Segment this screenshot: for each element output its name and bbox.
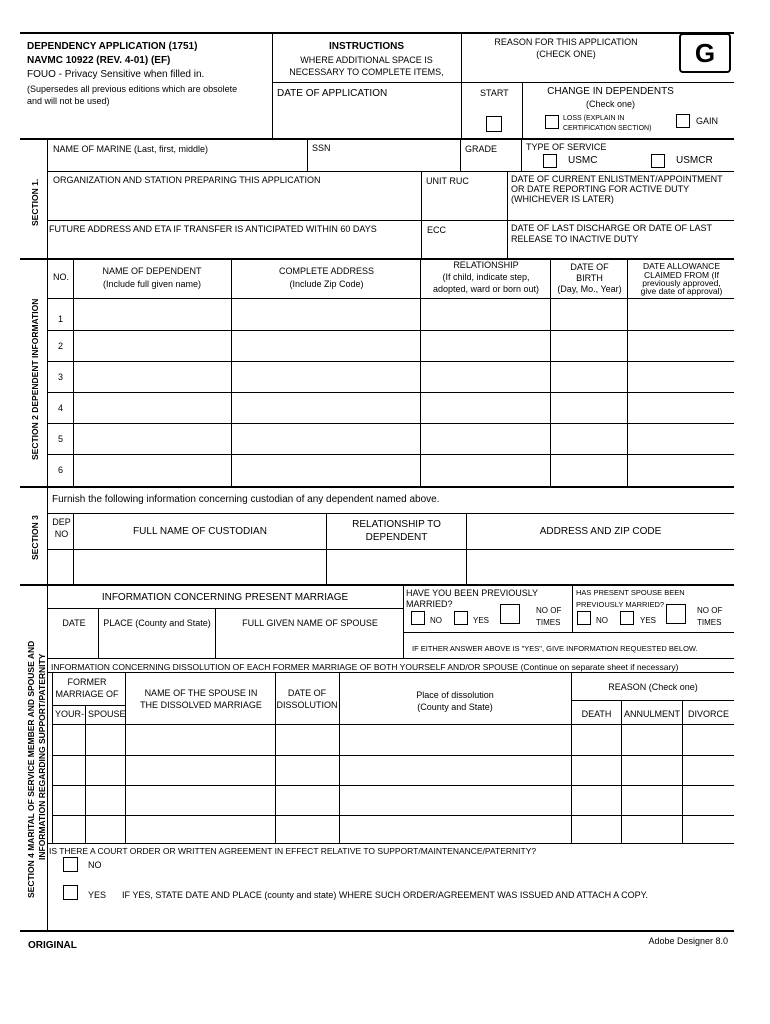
col-allowance-header-4: give date of approval) xyxy=(640,286,723,296)
divider xyxy=(461,33,462,138)
discharge-label-1: DATE OF LAST DISCHARGE OR DATE OF LAST xyxy=(511,223,713,233)
enlistment-label-3: (WHICHEVER IS LATER) xyxy=(511,194,614,204)
previously-married-no-label: NO xyxy=(430,616,442,625)
col-no-header: NO. xyxy=(53,272,70,282)
annulment-header: ANNULMENT xyxy=(623,709,680,719)
usmc-checkbox[interactable] xyxy=(543,154,557,168)
divider xyxy=(231,259,232,487)
reason-label-2: (CHECK ONE) xyxy=(536,49,596,59)
col-relationship-header-3: adopted, ward or born out) xyxy=(432,284,540,294)
divider xyxy=(272,33,273,138)
divider xyxy=(20,584,734,586)
grade-field[interactable] xyxy=(462,156,520,172)
court-order-no-label: NO xyxy=(88,860,102,870)
times-married-box[interactable] xyxy=(500,604,520,624)
supersedes-line-1: (Supersedes all previous editions which are obsolete xyxy=(27,84,238,94)
form-letter-box: G xyxy=(679,33,731,73)
loss-label-2: CERTIFICATION SECTION) xyxy=(563,125,652,132)
spouse-previously-married-no-label: NO xyxy=(596,616,608,625)
divorce-header: DIVORCE xyxy=(687,709,729,719)
unit-ruc-field[interactable] xyxy=(423,188,505,218)
section-3-label: SECTION 3 xyxy=(30,515,40,560)
divider xyxy=(47,549,734,550)
form-title: DEPENDENCY APPLICATION (1751) xyxy=(27,41,198,52)
divider xyxy=(403,585,404,658)
divider xyxy=(627,259,628,487)
bottom-border xyxy=(20,930,734,932)
divider xyxy=(572,585,573,632)
dependent-row-3-fields[interactable] xyxy=(75,362,730,392)
dissolution-row-1-fields[interactable] xyxy=(50,726,730,754)
if-either-note: IF EITHER ANSWER ABOVE IS "YES", GIVE INFORMATION REQUESTED BELOW. xyxy=(412,644,698,653)
dependent-row-number: 1 xyxy=(58,314,64,324)
court-order-yes-label: YES xyxy=(88,890,107,900)
court-order-question: IS THERE A COURT ORDER OR WRITTEN AGREEMENT IN EFFECT RELATIVE TO SUPPORT/MAINTENANCE/PATERNITY? xyxy=(49,846,537,856)
divider xyxy=(47,392,734,393)
custodian-relationship-header-1: RELATIONSHIP TO xyxy=(352,519,441,530)
former-marriage-header-1: FORMER xyxy=(67,677,107,687)
grade-label: GRADE xyxy=(465,144,498,154)
custodian-name-header: FULL NAME OF CUSTODIAN xyxy=(133,526,267,537)
gain-label: GAIN xyxy=(696,116,719,126)
section-4-label-1: SECTION 4 MARITAL OF SERVICE MEMBER AND SPOUSE AND xyxy=(26,640,36,898)
col-dob-header-2: BIRTH xyxy=(576,273,603,283)
dependent-row-5-fields[interactable] xyxy=(75,424,730,454)
marriage-place-header: PLACE (County and State) xyxy=(103,618,211,628)
enlistment-label-2: OR DATE REPORTING FOR ACTIVE DUTY xyxy=(511,184,690,194)
organization-field[interactable] xyxy=(50,188,420,218)
divider xyxy=(47,171,734,172)
ssn-field[interactable] xyxy=(309,156,459,172)
enlistment-label-1: DATE OF CURRENT ENLISTMENT/APPOINTMENT xyxy=(511,174,723,184)
divider xyxy=(507,171,508,258)
col-address-header-1: COMPLETE ADDRESS xyxy=(278,266,375,276)
death-header: DEATH xyxy=(581,709,612,719)
usmcr-label: USMCR xyxy=(676,155,713,166)
divider xyxy=(682,700,683,843)
dependent-row-number: 3 xyxy=(58,372,64,382)
dependent-row-number: 6 xyxy=(58,465,64,475)
divider xyxy=(307,139,308,171)
divider xyxy=(420,259,421,487)
spouse-previously-married-yes-label: YES xyxy=(640,616,657,625)
court-order-no-checkbox[interactable] xyxy=(63,857,78,872)
divider xyxy=(47,220,734,221)
present-marriage-header: INFORMATION CONCERNING PRESENT MARRIAGE xyxy=(101,592,349,603)
divider xyxy=(460,139,461,171)
divider xyxy=(571,700,734,701)
original-label: ORIGINAL xyxy=(28,940,77,951)
divider xyxy=(47,298,734,299)
unit-ruc-label: UNIT RUC xyxy=(426,176,469,186)
spouse-header: SPOUSE xyxy=(88,709,126,719)
divider xyxy=(47,658,734,659)
custodian-address-header: ADDRESS AND ZIP CODE xyxy=(539,526,662,537)
divider xyxy=(403,632,734,633)
divider xyxy=(47,843,734,844)
present-marriage-fields[interactable] xyxy=(50,632,402,658)
divider xyxy=(52,705,125,706)
supersedes-line-2: and will not be used) xyxy=(27,96,110,106)
spouse-previously-married-label-1: HAS PRESENT SPOUSE BEEN xyxy=(576,588,685,597)
section-1-label: SECTION 1. xyxy=(30,178,40,226)
dissolution-date-header-1: DATE OF xyxy=(287,688,327,698)
divider xyxy=(47,487,48,584)
previously-married-yes-checkbox[interactable] xyxy=(454,611,468,625)
start-label: START xyxy=(480,88,509,98)
divider xyxy=(73,259,74,487)
divider xyxy=(47,513,734,514)
dissolved-spouse-header-1: NAME OF THE SPOUSE IN xyxy=(144,688,258,698)
previously-married-label-1: HAVE YOU BEEN PREVIOUSLY xyxy=(406,588,539,598)
previously-married-yes-label: YES xyxy=(473,616,490,625)
form-number: NAVMC 10922 (REV. 4-01) (EF) xyxy=(27,55,171,66)
divider xyxy=(52,785,734,786)
dissolution-row-4-fields[interactable] xyxy=(50,816,730,843)
loss-checkbox[interactable] xyxy=(545,115,559,129)
dissolution-row-3-fields[interactable] xyxy=(50,786,730,814)
date-of-application-field[interactable] xyxy=(276,100,461,138)
instructions-line-2: NECESSARY TO COMPLETE ITEMS, xyxy=(289,67,444,77)
divider xyxy=(52,815,734,816)
divider xyxy=(621,700,622,843)
previously-married-no-checkbox[interactable] xyxy=(411,611,425,625)
section-4-label-2: INFORMATION REGARDING SUPPORT/PATERNITY xyxy=(37,653,47,860)
dependent-row-1-fields[interactable] xyxy=(75,300,730,330)
col-dob-header-3: (Day, Mo., Year) xyxy=(557,284,622,294)
former-marriage-header-2: MARRIAGE OF xyxy=(55,689,119,699)
divider xyxy=(550,259,551,487)
future-address-label: FUTURE ADDRESS AND ETA IF TRANSFER IS ANTICIPATED WITHIN 60 DAYS xyxy=(49,224,377,234)
divider xyxy=(47,423,734,424)
organization-label: ORGANIZATION AND STATION PREPARING THIS APPLICATION xyxy=(53,175,321,185)
spouse-previously-married-yes-checkbox[interactable] xyxy=(620,611,634,625)
court-order-yes-checkbox[interactable] xyxy=(63,885,78,900)
divider xyxy=(52,755,734,756)
name-of-marine-field[interactable] xyxy=(50,156,306,172)
spouse-previously-married-no-checkbox[interactable] xyxy=(577,611,591,625)
divider xyxy=(47,139,48,258)
divider xyxy=(522,82,523,138)
gain-checkbox[interactable] xyxy=(676,114,690,128)
ssn-label: SSN xyxy=(312,143,331,153)
divider xyxy=(339,672,340,843)
divider xyxy=(521,139,522,171)
future-address-field[interactable] xyxy=(50,236,420,256)
marriage-date-header: DATE xyxy=(62,618,86,628)
loss-label-1: LOSS (EXPLAIN IN xyxy=(563,115,625,122)
type-of-service-label: TYPE OF SERVICE xyxy=(526,142,607,152)
name-of-marine-label: NAME OF MARINE (Last, first, middle) xyxy=(53,144,209,154)
top-border xyxy=(20,32,734,34)
dissolution-header: INFORMATION CONCERNING DISSOLUTION OF EACH FORMER MARRIAGE OF BOTH YOURSELF AND/OR SPOUSE (Continue on separate sheet if necessary) xyxy=(51,662,679,672)
spouse-no-of-times-label-2: TIMES xyxy=(697,618,722,627)
divider xyxy=(47,259,48,487)
start-checkbox[interactable] xyxy=(486,116,502,132)
custodian-row-fields[interactable] xyxy=(75,551,730,583)
previously-married-label-2: MARRIED? xyxy=(406,599,453,609)
divider xyxy=(421,171,422,258)
divider xyxy=(47,454,734,455)
reason-label-1: REASON FOR THIS APPLICATION xyxy=(494,37,638,47)
dissolution-date-header-2: DISSOLUTION xyxy=(276,700,338,710)
dependent-row-number: 4 xyxy=(58,403,64,413)
reason-header: REASON (Check one) xyxy=(608,682,698,692)
producer-label: Adobe Designer 8.0 xyxy=(648,936,728,946)
divider xyxy=(125,672,126,843)
col-allowance-header-3: previously approved, xyxy=(642,278,721,288)
divider xyxy=(47,608,403,609)
custodian-relationship-header-2: DEPENDENT xyxy=(365,532,428,543)
discharge-label-2: RELEASE TO INACTIVE DUTY xyxy=(511,234,639,244)
divider xyxy=(272,82,734,83)
divider xyxy=(215,608,216,658)
col-relationship-header-1: RELATIONSHIP xyxy=(453,260,519,270)
col-dob-header-1: DATE OF xyxy=(570,262,609,272)
divider xyxy=(47,672,734,673)
court-order-details-field[interactable] xyxy=(120,903,730,927)
no-of-times-label-1: NO OF xyxy=(536,606,562,615)
check-one-label: (Check one) xyxy=(585,99,636,109)
col-relationship-header-2: (If child, indicate step, xyxy=(442,272,530,282)
col-name-header-1: NAME OF DEPENDENT xyxy=(102,266,202,276)
custodian-intro: Furnish the following information concerning custodian of any dependent named above. xyxy=(52,494,440,505)
col-address-header-2: (Include Zip Code) xyxy=(289,279,364,289)
divider xyxy=(20,486,734,488)
dep-no-header-2: NO xyxy=(54,529,69,539)
col-allowance-header-2: CLAIMED FROM (If xyxy=(643,270,720,280)
ecc-label: ECC xyxy=(427,225,447,235)
spouse-previously-married-label-2: PREVIOUSLY MARRIED? xyxy=(576,600,665,609)
spouse-no-of-times-label-1: NO OF xyxy=(697,606,723,615)
dissolved-spouse-header-2: THE DISSOLVED MARRIAGE xyxy=(140,700,262,710)
divider xyxy=(47,585,48,930)
col-name-header-2: (Include full given name) xyxy=(102,279,202,289)
divider xyxy=(571,672,572,843)
date-of-application-label: DATE OF APPLICATION xyxy=(277,88,388,99)
court-order-yes-instructions: IF YES, STATE DATE AND PLACE (county and state) WHERE SUCH ORDER/AGREEMENT WAS ISSUED AND ATTACH A COPY. xyxy=(122,890,648,900)
divider xyxy=(52,724,734,725)
dissolution-place-header-1: Place of dissolution xyxy=(416,690,494,700)
dependent-row-number: 5 xyxy=(58,434,64,444)
dissolution-row-2-fields[interactable] xyxy=(50,756,730,784)
spouse-times-married-box[interactable] xyxy=(666,604,686,624)
divider xyxy=(52,672,53,843)
dissolution-place-header-2: (County and State) xyxy=(417,702,493,712)
instructions-title: INSTRUCTIONS xyxy=(329,41,404,52)
section-2-label: SECTION 2 DEPENDENT INFORMATION xyxy=(30,298,40,460)
dependent-row-4-fields[interactable] xyxy=(75,393,730,423)
dependent-row-6-fields[interactable] xyxy=(75,455,730,485)
col-allowance-header-1: DATE ALLOWANCE xyxy=(643,261,720,271)
change-in-dependents-label: CHANGE IN DEPENDENTS xyxy=(547,86,674,97)
divider xyxy=(98,608,99,658)
divider xyxy=(85,706,86,843)
no-of-times-label-2: TIMES xyxy=(536,618,561,627)
usmc-label: USMC xyxy=(568,155,598,166)
divider xyxy=(47,330,734,331)
divider xyxy=(20,138,734,140)
privacy-notice: FOUO - Privacy Sensitive when filled in. xyxy=(27,69,205,80)
ecc-field[interactable] xyxy=(423,237,505,257)
dependent-row-2-fields[interactable] xyxy=(75,331,730,361)
dep-no-header-1: DEP xyxy=(52,517,71,527)
divider xyxy=(47,361,734,362)
spouse-name-header: FULL GIVEN NAME OF SPOUSE xyxy=(242,618,378,628)
dependent-row-number: 2 xyxy=(58,341,64,351)
instructions-line-1: WHERE ADDITIONAL SPACE IS xyxy=(300,55,433,65)
divider xyxy=(275,672,276,843)
yours-header: YOUR- xyxy=(55,709,84,719)
usmcr-checkbox[interactable] xyxy=(651,154,665,168)
